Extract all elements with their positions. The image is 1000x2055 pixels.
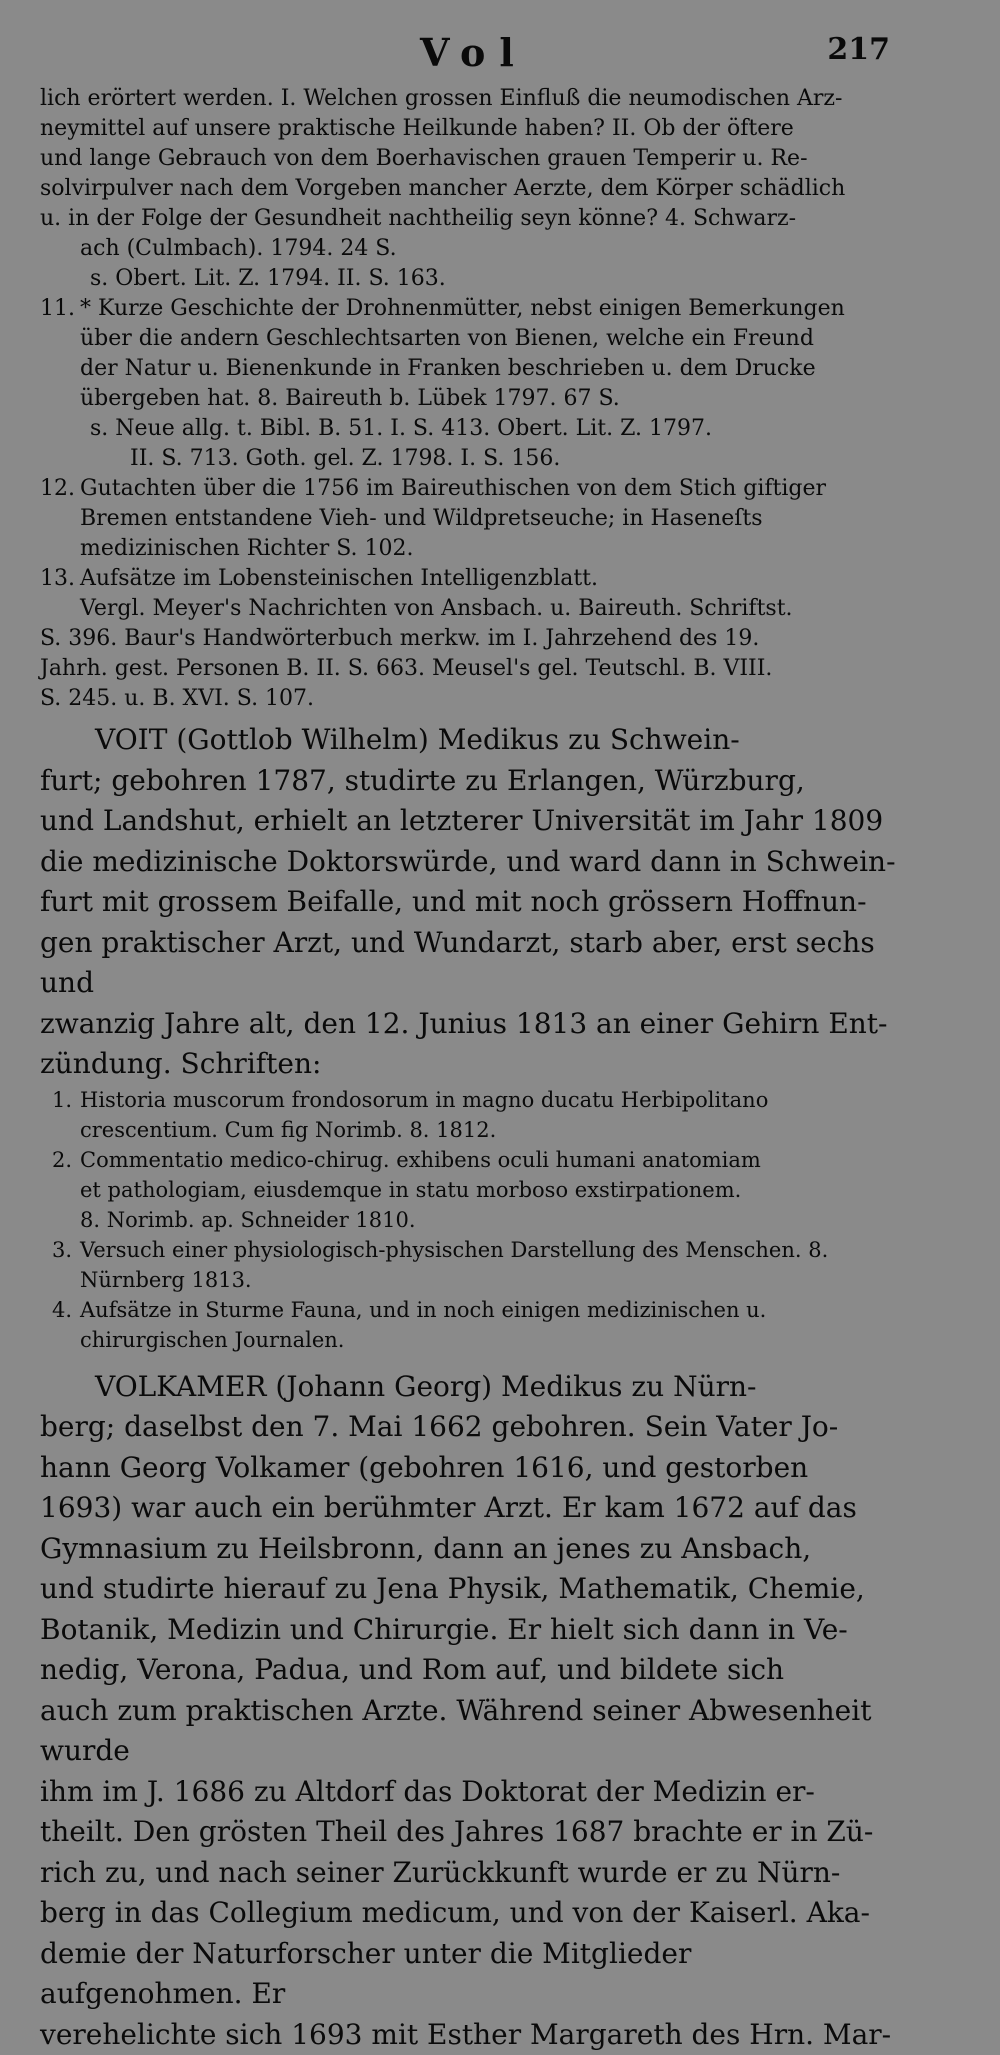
page-number: 217 bbox=[827, 32, 890, 67]
text-line: der Natur u. Bienenkunde in Franken beschrieben u. dem Drucke bbox=[80, 354, 900, 384]
page-body bbox=[40, 84, 900, 2055]
list-item-12 bbox=[40, 474, 900, 564]
text-line: * Kurze Geschichte der Drohnenmütter, nebst einigen Bemerkungen bbox=[80, 294, 900, 324]
text-line: verehelichte sich 1693 mit Esther Margareth des Hrn. Mar- bbox=[40, 2015, 900, 2055]
entry-volkamer bbox=[40, 1367, 900, 2055]
text-line: ach (Culmbach). 1794. 24 S. bbox=[80, 234, 900, 264]
text-line: theilt. Den grösten Theil des Jahres 1687 brachte er in Zü- bbox=[40, 1812, 900, 1853]
page-header bbox=[0, 30, 1000, 80]
reference-line: s. Obert. Lit. Z. 1794. II. S. 163. bbox=[90, 264, 900, 294]
item-number: 13. bbox=[40, 564, 80, 594]
item-number: 3. bbox=[40, 1235, 80, 1295]
text-line: hann Georg Volkamer (gebohren 1616, und gestorben bbox=[40, 1448, 900, 1489]
text-line: Aufsätze im Lobensteinischen Intelligenzblatt. bbox=[80, 564, 900, 594]
item-number: 11. bbox=[40, 294, 80, 474]
entry-voit bbox=[40, 720, 900, 1085]
text-line: Versuch einer physiologisch-physischen Darstellung des Menschen. 8. bbox=[80, 1235, 900, 1265]
text-line: furt mit grossem Beifalle, und mit noch grössern Hoffnun- bbox=[40, 882, 900, 923]
text-line: Botanik, Medizin und Chirurgie. Er hielt sich dann in Ve- bbox=[40, 1610, 900, 1651]
text-line: berg; daselbst den 7. Mai 1662 gebohren. Sein Vater Jo- bbox=[40, 1407, 900, 1448]
text-line: 8. Norimb. ap. Schneider 1810. bbox=[80, 1205, 900, 1235]
text-line: et pathologiam, eiusdemque in statu morboso exstirpationem. bbox=[80, 1175, 900, 1205]
item-number: 4. bbox=[40, 1295, 80, 1355]
item-number: 2. bbox=[40, 1145, 80, 1235]
text-line: rich zu, und nach seiner Zurückkunft wurde er zu Nürn- bbox=[40, 1853, 900, 1894]
list-item bbox=[40, 1085, 900, 1145]
text-line: übergeben hat. 8. Baireuth b. Lübek 1797. 67 S. bbox=[80, 384, 900, 414]
text-line: lich erörtert werden. I. Welchen grossen Einfluß die neumodischen Arz- bbox=[40, 84, 900, 114]
text-line: Bremen entstandene Vieh- und Wildpretseuche; in Haseneſts bbox=[80, 504, 900, 534]
text-line: u. in der Folge der Gesundheit nachtheilig seyn könne? 4. Schwarz- bbox=[40, 204, 900, 234]
text-line: Aufsätze in Sturme Fauna, und in noch einigen medizinischen u. bbox=[80, 1295, 900, 1325]
text-line: und studirte hierauf zu Jena Physik, Mathematik, Chemie, bbox=[40, 1569, 900, 1610]
text-line: crescentium. Cum fig Norimb. 8. 1812. bbox=[80, 1115, 900, 1145]
text-line: gen praktischer Arzt, und Wundarzt, starb aber, erst sechs und bbox=[40, 923, 900, 1004]
text-line: ihm im J. 1686 zu Altdorf das Doktorat der Medizin er- bbox=[40, 1772, 900, 1813]
entry-heading-line: VOLKAMER (Johann Georg) Medikus zu Nürn- bbox=[95, 1367, 900, 1408]
reference-line: II. S. 713. Goth. gel. Z. 1798. I. S. 156. bbox=[130, 444, 900, 474]
text-line: Nürnberg 1813. bbox=[80, 1265, 900, 1295]
text-line: berg in das Collegium medicum, und von der Kaiserl. Aka- bbox=[40, 1893, 900, 1934]
text-line: zwanzig Jahre alt, den 12. Junius 1813 an einer Gehirn Ent- bbox=[40, 1004, 900, 1045]
continuation-paragraph bbox=[40, 84, 900, 294]
text-line: Historia muscorum frondosorum in magno ducatu Herbipolitano bbox=[80, 1085, 900, 1115]
text-line: S. 396. Baur's Handwörterbuch merkw. im I. Jahrzehend des 19. bbox=[40, 624, 900, 654]
voit-writings-list bbox=[40, 1085, 900, 1355]
text-line: medizinischen Richter S. 102. bbox=[80, 534, 900, 564]
list-item bbox=[40, 1295, 900, 1355]
entry-heading-line: VOIT (Gottlob Wilhelm) Medikus zu Schwein- bbox=[95, 720, 900, 761]
item-number: 1. bbox=[40, 1085, 80, 1145]
text-line: S. 245. u. B. XVI. S. 107. bbox=[40, 684, 900, 714]
text-line: auch zum praktischen Arzte. Während seiner Abwesenheit wurde bbox=[40, 1691, 900, 1772]
list-item-13 bbox=[40, 564, 900, 594]
text-line: furt; gebohren 1787, studirte zu Erlangen, Würzburg, bbox=[40, 761, 900, 802]
text-line: und lange Gebrauch von dem Boerhavischen grauen Temperir u. Re- bbox=[40, 144, 900, 174]
text-line: neymittel auf unsere praktische Heilkunde haben? II. Ob der öftere bbox=[40, 114, 900, 144]
running-head: Vol bbox=[420, 30, 528, 75]
text-line: Commentatio medico-chirug. exhibens oculi humani anatomiam bbox=[80, 1145, 900, 1175]
text-line: chirurgischen Journalen. bbox=[80, 1325, 900, 1355]
text-line: und Landshut, erhielt an letzterer Universität im Jahr 1809 bbox=[40, 801, 900, 842]
list-item bbox=[40, 1145, 900, 1235]
text-line: zündung. Schriften: bbox=[40, 1044, 900, 1085]
vergl-references bbox=[40, 594, 900, 714]
text-line: über die andern Geschlechtsarten von Bienen, welche ein Freund bbox=[80, 324, 900, 354]
text-line: 1693) war auch ein berühmter Arzt. Er kam 1672 auf das bbox=[40, 1488, 900, 1529]
list-item bbox=[40, 1235, 900, 1295]
item-number: 12. bbox=[40, 474, 80, 564]
text-line: solvirpulver nach dem Vorgeben mancher Aerzte, dem Körper schädlich bbox=[40, 174, 900, 204]
text-line: die medizinische Doktorswürde, und ward dann in Schwein- bbox=[40, 842, 900, 883]
text-line: Jahrh. gest. Personen B. II. S. 663. Meusel's gel. Teutschl. B. VIII. bbox=[40, 654, 900, 684]
text-line: Vergl. Meyer's Nachrichten von Ansbach. u. Baireuth. Schriftst. bbox=[80, 594, 900, 624]
text-line: demie der Naturforscher unter die Mitglieder aufgenohmen. Er bbox=[40, 1934, 900, 2015]
text-line: nedig, Verona, Padua, und Rom auf, und bildete sich bbox=[40, 1650, 900, 1691]
list-item-11 bbox=[40, 294, 900, 474]
text-line: Gutachten über die 1756 im Baireuthischen von dem Stich giftiger bbox=[80, 474, 900, 504]
reference-line: s. Neue allg. t. Bibl. B. 51. I. S. 413. Obert. Lit. Z. 1797. bbox=[90, 414, 900, 444]
text-line: Gymnasium zu Heilsbronn, dann an jenes zu Ansbach, bbox=[40, 1529, 900, 1570]
